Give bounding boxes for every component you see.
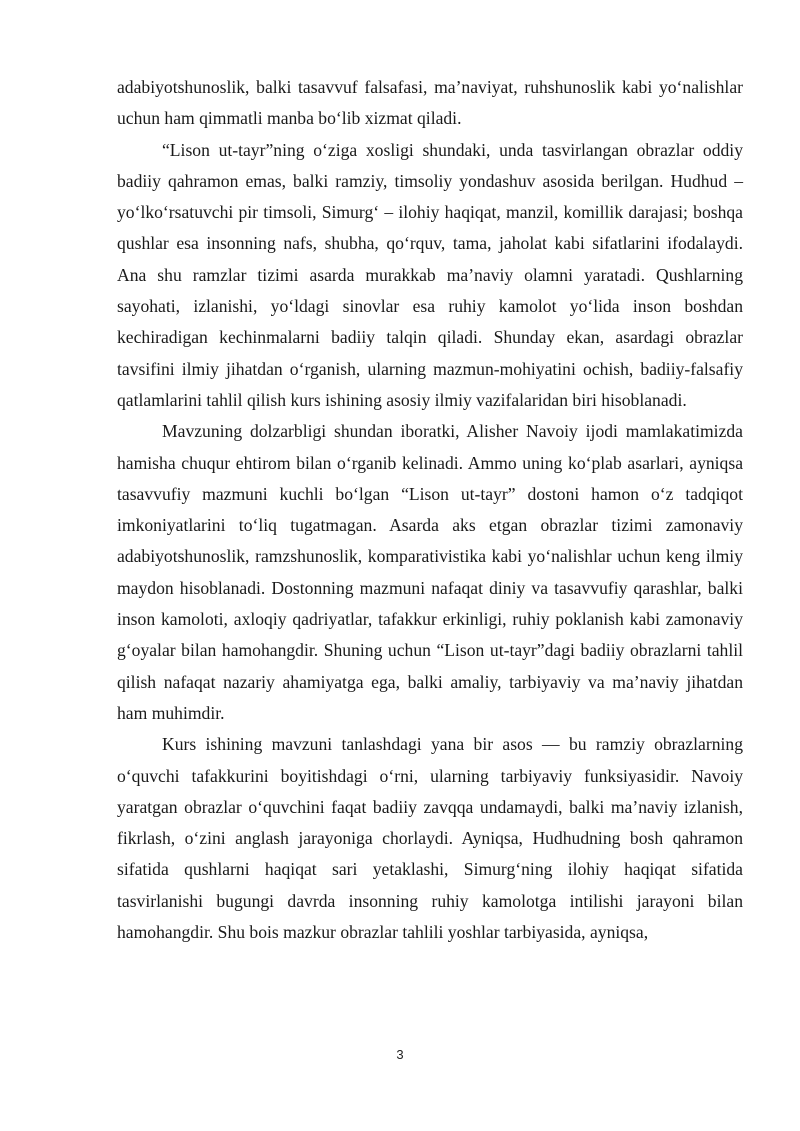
paragraph-lison-ut-tayr-symbolism: “Lison ut-tayr”ning o‘ziga xosligi shundaki, unda tasvirlangan obrazlar oddiy badiiy qahramon emas, balki ramziy, timsoliy yondashuv asosida berilgan. Hudhud – yo‘lko‘rsatuvchi pir timsoli, Simurg‘ – ilohiy haqiqat, manzil, komillik darajasi; boshqa qushlar esa insonning nafs, shubha, qo‘rquv, tama, jaholat kabi sifatlarini ifodalaydi. Ana shu ramzlar tizimi asarda murakkab ma’naviy olamni yaratadi. Qushlarning sayohati, izlanishi, yo‘ldagi sinovlar esa ruhiy kamolot yo‘lida inson boshdan kechiradigan kechinmalarni badiiy talqin qiladi. Shunday ekan, asardagi obrazlar tavsifini ilmiy jihatdan o‘rganish, ularning mazmun-mohiyatini ochish, badiiy-falsafiy qatlamlarini tahlil qilish kurs ishining asosiy ilmiy vazifalaridan biri hisoblanadi. — [117, 139, 743, 410]
body-text — [117, 72, 743, 948]
paragraph-continuation: adabiyotshunoslik, balki tasavvuf falsafasi, ma’naviyat, ruhshunoslik kabi yo‘nalishlar uchun ham qimmatli manba bo‘lib xizmat qiladi. — [117, 77, 743, 129]
page-number: 3 — [396, 1047, 404, 1062]
paragraph-topic-choice-basis: Kurs ishining mavzuni tanlashdagi yana bir asos — bu ramziy obrazlarning o‘quvchi tafakkurini boyitishdagi o‘rni, ularning tarbiyaviy funksiyasidir. Navoiy yaratgan obrazlar o‘quvchini faqat badiiy zavqqa undamaydi, balki ma’naviy izlanish, fikrlash, o‘zini anglash jarayoniga chorlaydi. Ayniqsa, Hudhudning bosh qahramon sifatida qushlarni haqiqat sari yetaklashi, Simurg‘ning ilohiy haqiqat sifatida tasvirlanishi bugungi davrda insonning ruhiy kamolotga intilishi jarayoni bilan hamohangdir. Shu bois mazkur obrazlar tahlili yoshlar tarbiyasida, ayniqsa, — [117, 734, 743, 943]
paragraph-topic-relevance: Mavzuning dolzarbligi shundan iboratki, Alisher Navoiy ijodi mamlakatimizda hamisha chuqur ehtirom bilan o‘rganib kelinadi. Ammo uning ko‘plab asarlari, ayniqsa tasavvufiy mazmuni kuchli bo‘lgan “Lison ut-tayr” dostoni hamon o‘z tadqiqot imkoniyatlarini to‘liq tugatmagan. Asarda aks etgan obrazlar tizimi zamonaviy adabiyotshunoslik, ramzshunoslik, komparativistika kabi yo‘nalishlar uchun keng ilmiy maydon hisoblanadi. Dostonning mazmuni nafaqat diniy va tasavvufiy qarashlar, balki inson kamoloti, axloqiy qadriyatlar, tafakkur erkinligi, ruhiy poklanish kabi zamonaviy g‘oyalar bilan hamohangdir. Shuning uchun “Lison ut-tayr”dagi badiiy obrazlarni tahlil qilish nafaqat nazariy ahamiyatga ega, balki amaliy, tarbiyaviy va ma’naviy jihatdan ham muhimdir. — [117, 421, 743, 723]
